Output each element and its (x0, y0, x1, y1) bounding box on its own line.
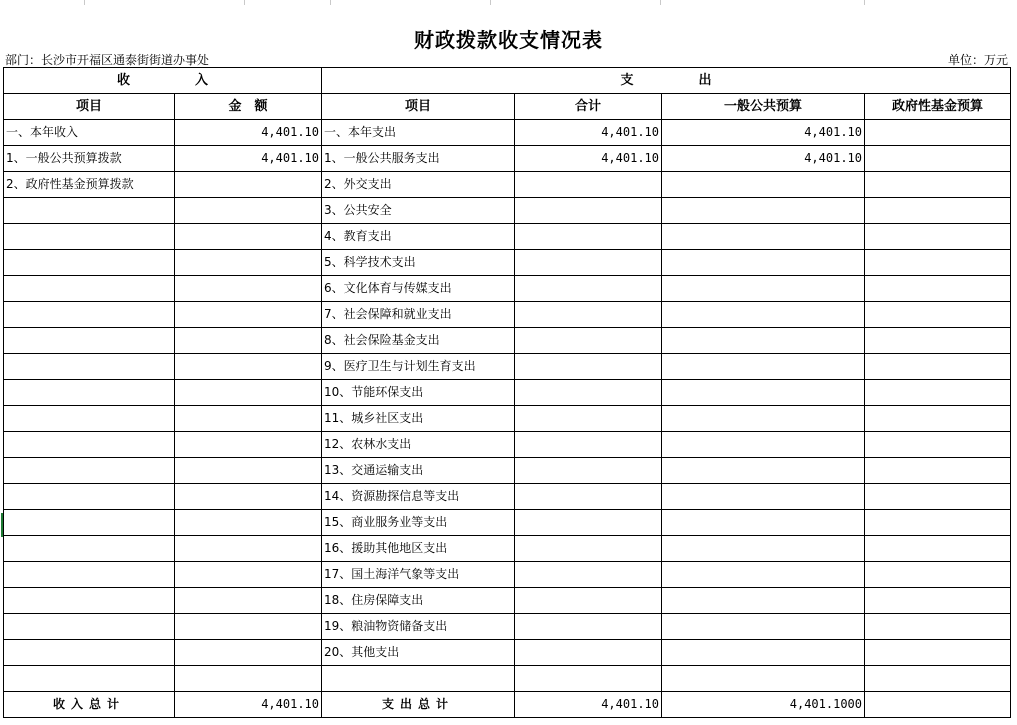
income-item-header[interactable]: 项目 (4, 94, 175, 120)
general-budget-cell[interactable] (662, 302, 865, 328)
income-item-cell[interactable] (4, 276, 175, 302)
expense-item-cell[interactable]: 10、节能环保支出 (322, 380, 515, 406)
income-item-cell[interactable]: 一、本年收入 (4, 120, 175, 146)
expense-item-cell[interactable]: 8、社会保险基金支出 (322, 328, 515, 354)
income-item-cell[interactable] (4, 302, 175, 328)
expense-total-amount[interactable]: 4,401.10 (515, 692, 662, 718)
fund-budget-cell[interactable] (865, 666, 1011, 692)
fund-budget-cell[interactable] (865, 224, 1011, 250)
fund-budget-cell[interactable] (865, 484, 1011, 510)
expense-item-cell[interactable]: 一、本年支出 (322, 120, 515, 146)
table-row (4, 614, 1011, 640)
expense-total-cell[interactable] (515, 562, 662, 588)
fund-budget-cell[interactable] (865, 328, 1011, 354)
income-item-cell[interactable] (4, 588, 175, 614)
fund-budget-cell[interactable] (865, 640, 1011, 666)
income-total-label[interactable]: 收入总计 (4, 692, 175, 718)
income-item-cell[interactable] (4, 406, 175, 432)
general-budget-cell[interactable] (662, 198, 865, 224)
fund-budget-cell[interactable] (865, 614, 1011, 640)
expense-total-cell[interactable] (515, 666, 662, 692)
fund-budget-cell[interactable] (865, 172, 1011, 198)
expense-item-cell[interactable]: 5、科学技术支出 (322, 250, 515, 276)
expense-header[interactable]: 支 出 (322, 68, 1011, 94)
table-row (4, 120, 1011, 146)
general-budget-cell[interactable] (662, 536, 865, 562)
expense-item-cell[interactable]: 18、住房保障支出 (322, 588, 515, 614)
income-item-cell[interactable]: 1、一般公共预算拨款 (4, 146, 175, 172)
income-amount-cell[interactable] (175, 380, 322, 406)
expense-item-header[interactable]: 项目 (322, 94, 515, 120)
general-budget-cell[interactable] (662, 614, 865, 640)
income-amount-cell[interactable] (175, 432, 322, 458)
general-budget-cell[interactable] (662, 640, 865, 666)
expense-total-cell[interactable]: 4,401.10 (515, 146, 662, 172)
income-item-cell[interactable]: 2、政府性基金预算拨款 (4, 172, 175, 198)
expense-item-cell[interactable]: 19、粮油物资储备支出 (322, 614, 515, 640)
table-row (4, 510, 1011, 536)
income-amount-cell[interactable] (175, 250, 322, 276)
expense-total-cell[interactable]: 4,401.10 (515, 120, 662, 146)
table-row (4, 406, 1011, 432)
expense-total-label[interactable]: 支出总计 (322, 692, 515, 718)
general-budget-header[interactable]: 一般公共预算 (662, 94, 865, 120)
table-row (4, 432, 1011, 458)
expense-item-cell[interactable]: 2、外交支出 (322, 172, 515, 198)
expense-item-cell[interactable]: 20、其他支出 (322, 640, 515, 666)
income-amount-cell[interactable] (175, 302, 322, 328)
expense-total-header[interactable]: 合计 (515, 94, 662, 120)
income-amount-cell[interactable] (175, 484, 322, 510)
income-amount-header[interactable]: 金 额 (175, 94, 322, 120)
general-budget-cell[interactable] (662, 432, 865, 458)
general-budget-cell[interactable] (662, 380, 865, 406)
table-row (4, 224, 1011, 250)
table-row (4, 198, 1011, 224)
income-amount-cell[interactable] (175, 614, 322, 640)
fund-budget-cell[interactable] (865, 198, 1011, 224)
general-budget-cell[interactable] (662, 588, 865, 614)
expense-total-cell[interactable] (515, 406, 662, 432)
income-amount-cell[interactable] (175, 354, 322, 380)
expense-item-cell[interactable]: 13、交通运输支出 (322, 458, 515, 484)
table-row (4, 302, 1011, 328)
expense-item-cell[interactable]: 6、文化体育与传媒支出 (322, 276, 515, 302)
income-total-amount[interactable]: 4,401.10 (175, 692, 322, 718)
table-row (4, 640, 1011, 666)
income-amount-cell[interactable] (175, 276, 322, 302)
income-item-cell[interactable] (4, 432, 175, 458)
income-item-cell[interactable] (4, 562, 175, 588)
expense-total-cell[interactable] (515, 380, 662, 406)
income-item-cell[interactable] (4, 484, 175, 510)
general-budget-cell[interactable] (662, 250, 865, 276)
income-item-cell[interactable] (4, 354, 175, 380)
table-row (4, 458, 1011, 484)
general-budget-cell[interactable]: 4,401.10 (662, 120, 865, 146)
table-row (4, 146, 1011, 172)
expense-total-cell[interactable] (515, 536, 662, 562)
fund-budget-cell[interactable] (865, 588, 1011, 614)
expense-item-cell[interactable]: 14、资源勘探信息等支出 (322, 484, 515, 510)
general-budget-cell[interactable] (662, 224, 865, 250)
expense-item-cell[interactable]: 9、医疗卫生与计划生育支出 (322, 354, 515, 380)
expense-total-cell[interactable] (515, 588, 662, 614)
income-amount-cell[interactable] (175, 666, 322, 692)
income-header[interactable]: 收 入 (4, 68, 322, 94)
general-budget-cell[interactable] (662, 172, 865, 198)
table-row (4, 328, 1011, 354)
budget-table (3, 67, 1011, 718)
department-label: 部门：长沙市开福区通泰街街道办事处 (5, 53, 210, 67)
income-amount-cell[interactable] (175, 510, 322, 536)
table-row (4, 666, 1011, 692)
fund-budget-cell[interactable] (865, 276, 1011, 302)
unit-label: 单位：万元 (947, 53, 1008, 67)
table-row (4, 354, 1011, 380)
expense-item-cell[interactable]: 16、援助其他地区支出 (322, 536, 515, 562)
row-selection-marker (1, 513, 3, 537)
income-item-cell[interactable] (4, 458, 175, 484)
general-budget-cell[interactable] (662, 406, 865, 432)
expense-total-cell[interactable] (515, 250, 662, 276)
fund-budget-cell[interactable] (865, 562, 1011, 588)
fund-budget-cell[interactable] (865, 458, 1011, 484)
fund-budget-cell[interactable] (865, 120, 1011, 146)
expense-total-cell[interactable] (515, 172, 662, 198)
fund-budget-cell[interactable] (865, 432, 1011, 458)
expense-total-cell[interactable] (515, 224, 662, 250)
expense-item-cell[interactable]: 17、国土海洋气象等支出 (322, 562, 515, 588)
table-row (4, 588, 1011, 614)
income-amount-cell[interactable]: 4,401.10 (175, 146, 322, 172)
expense-total-cell[interactable] (515, 432, 662, 458)
income-amount-cell[interactable] (175, 198, 322, 224)
general-budget-cell[interactable] (662, 562, 865, 588)
income-amount-cell[interactable] (175, 640, 322, 666)
income-item-cell[interactable] (4, 536, 175, 562)
income-amount-cell[interactable] (175, 458, 322, 484)
fund-budget-cell[interactable] (865, 510, 1011, 536)
expense-total-cell[interactable] (515, 484, 662, 510)
table-row (4, 276, 1011, 302)
income-item-cell[interactable] (4, 614, 175, 640)
income-amount-cell[interactable] (175, 588, 322, 614)
table-row (4, 536, 1011, 562)
fund-budget-cell[interactable] (865, 250, 1011, 276)
income-item-cell[interactable] (4, 380, 175, 406)
fund-budget-cell[interactable] (865, 406, 1011, 432)
fund-budget-cell[interactable] (865, 146, 1011, 172)
general-budget-cell[interactable] (662, 354, 865, 380)
expense-total-cell[interactable] (515, 458, 662, 484)
expense-item-cell[interactable]: 11、城乡社区支出 (322, 406, 515, 432)
general-budget-cell[interactable] (662, 458, 865, 484)
expense-total-cell[interactable] (515, 198, 662, 224)
general-budget-cell[interactable]: 4,401.10 (662, 146, 865, 172)
income-amount-cell[interactable]: 4,401.10 (175, 120, 322, 146)
fund-budget-cell[interactable] (865, 536, 1011, 562)
income-item-cell[interactable] (4, 224, 175, 250)
fund-budget-cell[interactable] (865, 354, 1011, 380)
income-item-cell[interactable] (4, 250, 175, 276)
expense-total-cell[interactable] (515, 276, 662, 302)
expense-item-cell[interactable]: 7、社会保障和就业支出 (322, 302, 515, 328)
expense-fund-total[interactable] (865, 692, 1011, 718)
general-budget-cell[interactable] (662, 276, 865, 302)
income-amount-cell[interactable] (175, 536, 322, 562)
expense-total-cell[interactable] (515, 328, 662, 354)
income-amount-cell[interactable] (175, 172, 322, 198)
table-row (4, 172, 1011, 198)
general-budget-cell[interactable] (662, 510, 865, 536)
expense-general-total[interactable]: 4,401.1000 (662, 692, 865, 718)
expense-item-cell[interactable]: 1、一般公共服务支出 (322, 146, 515, 172)
table-row (4, 562, 1011, 588)
expense-total-cell[interactable] (515, 302, 662, 328)
expense-total-cell[interactable] (515, 614, 662, 640)
expense-total-cell[interactable] (515, 354, 662, 380)
table-row (4, 250, 1011, 276)
income-amount-cell[interactable] (175, 562, 322, 588)
fund-budget-header[interactable]: 政府性基金预算 (865, 94, 1011, 120)
sheet-top-gridlines (0, 0, 1017, 5)
fund-budget-cell[interactable] (865, 302, 1011, 328)
expense-item-cell[interactable]: 12、农林水支出 (322, 432, 515, 458)
expense-total-cell[interactable] (515, 510, 662, 536)
income-item-cell[interactable] (4, 666, 175, 692)
fund-budget-cell[interactable] (865, 380, 1011, 406)
expense-total-cell[interactable] (515, 640, 662, 666)
general-budget-cell[interactable] (662, 328, 865, 354)
expense-item-cell[interactable]: 3、公共安全 (322, 198, 515, 224)
expense-item-cell[interactable]: 15、商业服务业等支出 (322, 510, 515, 536)
expense-item-cell[interactable]: 4、教育支出 (322, 224, 515, 250)
income-item-cell[interactable] (4, 328, 175, 354)
general-budget-cell[interactable] (662, 484, 865, 510)
income-item-cell[interactable] (4, 510, 175, 536)
table-row (4, 484, 1011, 510)
income-amount-cell[interactable] (175, 406, 322, 432)
expense-item-cell[interactable] (322, 666, 515, 692)
income-item-cell[interactable] (4, 198, 175, 224)
page-title: 财政拨款收支情况表 (414, 28, 603, 52)
general-budget-cell[interactable] (662, 666, 865, 692)
income-item-cell[interactable] (4, 640, 175, 666)
income-amount-cell[interactable] (175, 328, 322, 354)
income-amount-cell[interactable] (175, 224, 322, 250)
table-row (4, 380, 1011, 406)
